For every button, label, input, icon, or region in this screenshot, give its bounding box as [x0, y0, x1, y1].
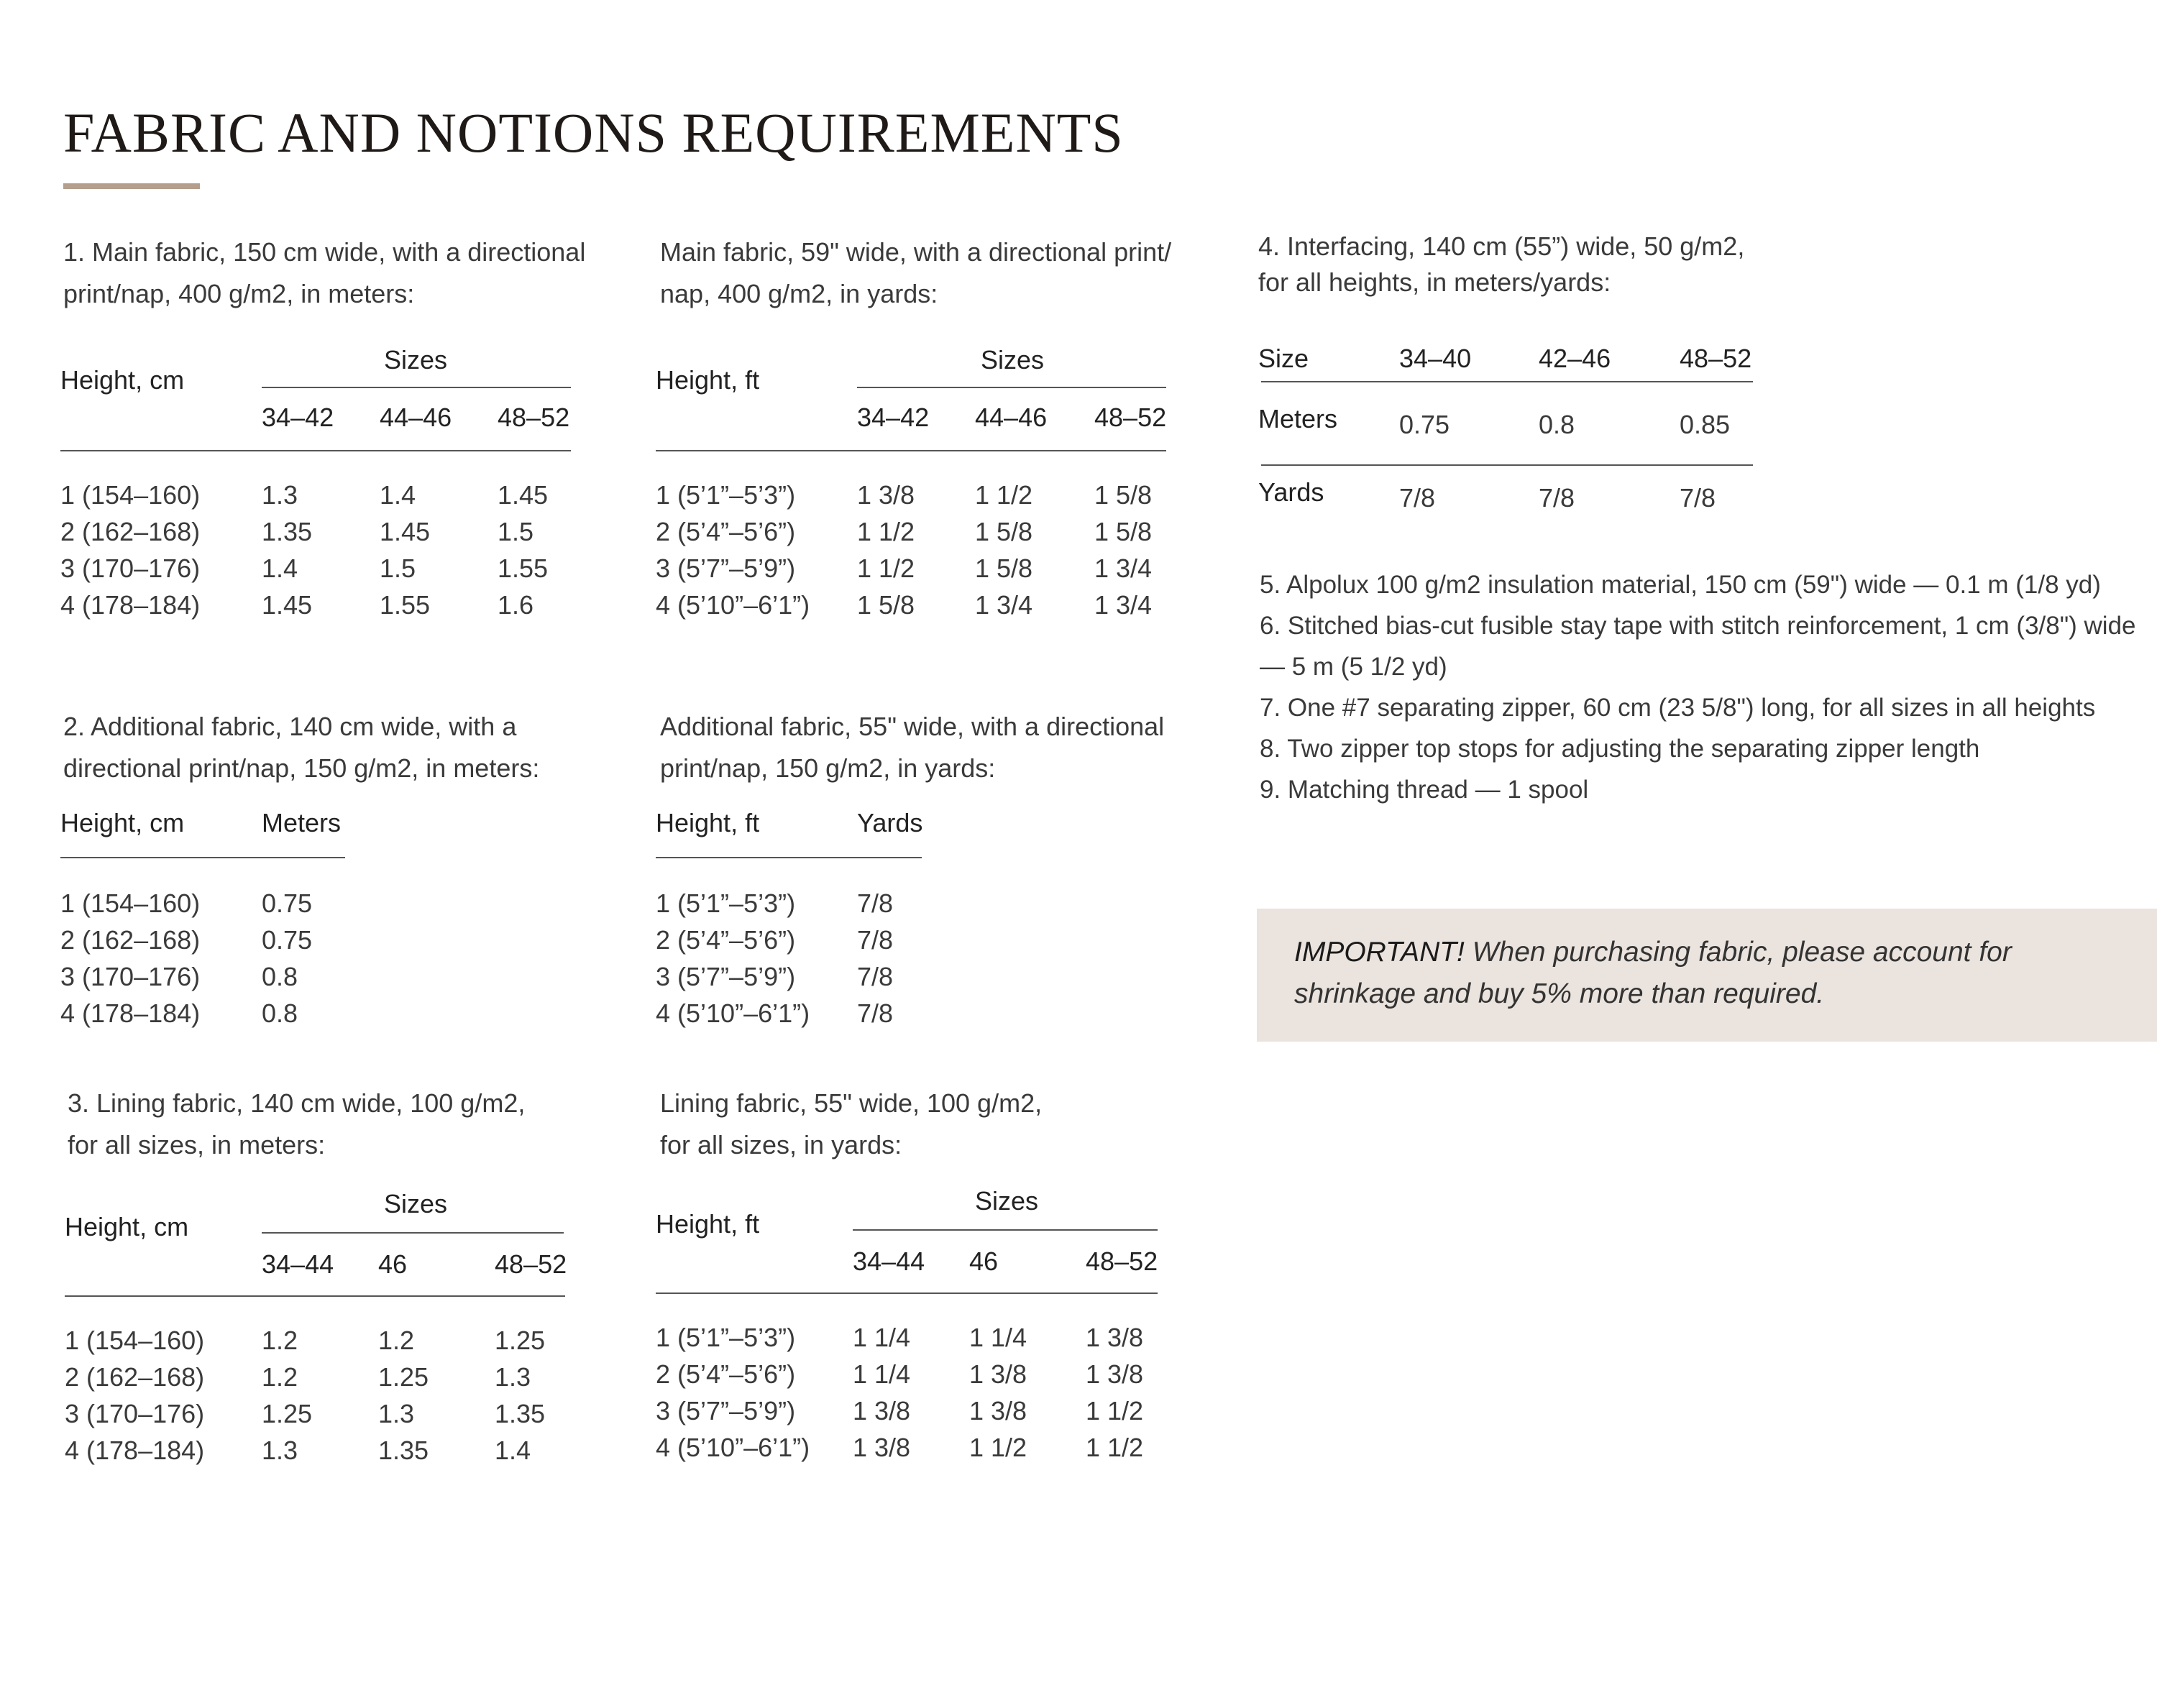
cell-value: 1 1/2: [969, 1433, 1027, 1462]
cell-value: 1.4: [495, 1436, 531, 1465]
column-header: 34–42: [857, 403, 930, 432]
cell-value: 1.25: [378, 1362, 429, 1392]
notions-list: [1260, 564, 2151, 810]
row-label: 1 (154–160): [60, 889, 201, 918]
cell-value: 1 5/8: [975, 517, 1033, 546]
cell-value: 1.2: [262, 1362, 298, 1392]
table-row: [1258, 477, 1790, 520]
table-row: [656, 554, 1173, 590]
table-body: [65, 1326, 582, 1472]
intro-line: 3. Lining fabric, 140 cm wide, 100 g/m2,: [68, 1088, 526, 1118]
header-rule: [60, 450, 571, 451]
table-row: [65, 1326, 582, 1362]
cell-value: 1.55: [380, 590, 431, 620]
row-label: 2 (5’4”–5’6”): [656, 925, 796, 955]
row-label: 4 (178–184): [65, 1436, 205, 1465]
additional-fabric-yards-section: [656, 706, 1202, 1035]
table-row: [1258, 395, 1790, 477]
callout-body: When purchasing fabric, please account for shrinkage and buy 5% more than required.: [1294, 937, 2012, 1009]
group-rule: [857, 387, 1166, 388]
cell-value: 1 1/2: [857, 554, 915, 583]
group-header: Sizes: [981, 345, 1045, 375]
cell-value: 7/8: [857, 889, 894, 918]
cell-value: 1 5/8: [857, 590, 915, 620]
table-row: [656, 1396, 1173, 1433]
row-label: 4 (5’10”–6’1”): [656, 998, 810, 1028]
row-label: 3 (5’7”–5’9”): [656, 1396, 796, 1425]
cell-value: 7/8: [1680, 483, 1716, 513]
table-body: [656, 889, 1202, 1035]
main-fabric-meters-intro: [63, 231, 586, 315]
table-header: [656, 344, 1173, 466]
cell-value: 1 3/8: [969, 1396, 1027, 1425]
column-header: 34–44: [853, 1246, 925, 1276]
cell-value: 1.2: [262, 1326, 298, 1355]
main-fabric-yards-intro: [660, 231, 1173, 315]
cell-value: 1 3/4: [975, 590, 1033, 620]
cell-value: 1 1/4: [853, 1359, 911, 1389]
intro-line: print/nap, 150 g/m2, in yards:: [660, 753, 996, 783]
cell-value: 1 5/8: [1094, 517, 1153, 546]
table-header: [656, 808, 1202, 873]
table-header: [656, 1186, 1173, 1308]
cell-value: 0.8: [1539, 410, 1575, 439]
main-fabric-yards-section: [656, 231, 1173, 627]
intro-line: nap, 400 g/m2, in yards:: [660, 279, 938, 308]
cell-value: 1 1/2: [1086, 1396, 1144, 1425]
table-body: [60, 889, 607, 1035]
table-row: [656, 1323, 1173, 1359]
column-header: Meters: [262, 808, 342, 837]
cell-value: 1.25: [495, 1326, 546, 1355]
group-rule: [262, 387, 571, 388]
title-underline: [63, 183, 200, 189]
cell-value: 7/8: [857, 962, 894, 991]
cell-value: 0.75: [262, 889, 313, 918]
table-row: [65, 1362, 582, 1399]
intro-line: Main fabric, 59" wide, with a directional print/: [660, 237, 1172, 267]
intro-line: 1. Main fabric, 150 cm wide, with a directional: [63, 237, 586, 267]
cell-value: 1 3/8: [853, 1396, 911, 1425]
cell-value: 1.6: [498, 590, 534, 620]
cell-value: 7/8: [1539, 483, 1575, 513]
column-header: 42–46: [1539, 344, 1611, 373]
cell-value: 1.35: [378, 1436, 429, 1465]
additional-fabric-meters-intro: [63, 706, 607, 789]
table-row: [65, 1399, 582, 1436]
table-header: [1258, 344, 1790, 395]
table-body: [656, 480, 1173, 627]
table-row: [656, 480, 1173, 517]
cell-value: 7/8: [1399, 483, 1436, 513]
cell-value: 1.35: [262, 517, 313, 546]
row-label: 1 (5’1”–5’3”): [656, 1323, 796, 1352]
table-row: [65, 1436, 582, 1472]
row-header: Height, cm: [60, 365, 185, 395]
additional-fabric-meters-section: [60, 706, 607, 1035]
column-header: 34–42: [262, 403, 334, 432]
table-row: [60, 998, 607, 1035]
size-header: Size: [1258, 344, 1309, 373]
row-label: Meters: [1258, 404, 1338, 433]
header-rule: [656, 450, 1166, 451]
cell-value: 0.75: [262, 925, 313, 955]
table-row: [656, 998, 1202, 1035]
cell-value: 1 3/4: [1094, 590, 1153, 620]
row-label: 4 (178–184): [60, 998, 201, 1028]
row-header: Height, ft: [656, 808, 760, 837]
cell-value: 1 1/2: [857, 517, 915, 546]
cell-value: 7/8: [857, 925, 894, 955]
interfacing-intro: [1258, 229, 1790, 300]
cell-value: 1.45: [380, 517, 431, 546]
lining-fabric-yards-intro: [660, 1083, 1173, 1166]
main-fabric-meters-section: [60, 231, 586, 627]
cell-value: 1.4: [262, 554, 298, 583]
callout-text: [1294, 932, 2121, 1015]
row-label: 2 (162–168): [60, 925, 201, 955]
cell-value: 1 3/8: [857, 480, 915, 510]
table-row: [60, 889, 607, 925]
group-rule: [262, 1232, 564, 1234]
cell-value: 1 1/4: [969, 1323, 1027, 1352]
column-header: 46: [969, 1246, 999, 1276]
cell-value: 0.75: [1399, 410, 1450, 439]
cell-value: 1 3/8: [1086, 1323, 1144, 1352]
additional-fabric-yards-intro: [660, 706, 1202, 789]
row-header: Height, ft: [656, 1209, 760, 1239]
row-label: 2 (162–168): [60, 517, 201, 546]
cell-value: 1 3/8: [969, 1359, 1027, 1389]
group-header: Sizes: [975, 1186, 1039, 1216]
header-rule: [1261, 381, 1753, 382]
group-header: Sizes: [384, 1189, 448, 1218]
intro-line: Additional fabric, 55" wide, with a directional: [660, 712, 1165, 741]
cell-value: 1.5: [498, 517, 534, 546]
cell-value: 1 5/8: [1094, 480, 1153, 510]
row-header: Height, cm: [65, 1212, 189, 1241]
table-body: [656, 1323, 1173, 1469]
cell-value: 1 3/8: [1086, 1359, 1144, 1389]
group-header: Sizes: [384, 345, 448, 375]
row-label: Yards: [1258, 477, 1324, 507]
table-row: [60, 590, 578, 627]
cell-value: 1 3/4: [1094, 554, 1153, 583]
cell-value: 1.45: [498, 480, 549, 510]
cell-value: 1.55: [498, 554, 549, 583]
row-label: 2 (5’4”–5’6”): [656, 1359, 796, 1389]
column-header: 44–46: [380, 403, 452, 432]
table-row: [60, 925, 607, 962]
table-row: [60, 480, 578, 517]
page-title: FABRIC AND NOTIONS REQUIREMENTS: [63, 101, 1124, 164]
important-callout: [1257, 909, 2157, 1042]
table-row: [656, 517, 1173, 554]
column-header: 48–52: [498, 403, 570, 432]
row-label: 1 (5’1”–5’3”): [656, 480, 796, 510]
notion-item: 9. Matching thread — 1 spool: [1260, 776, 1589, 804]
header-rule: [65, 1295, 565, 1297]
table-row: [656, 1359, 1173, 1396]
lining-fabric-meters-intro: [68, 1083, 582, 1166]
notion-item: 6. Stitched bias-cut fusible stay tape with stitch reinforcement, 1 cm (3/8") wide — 5 m (5 1/2 yd): [1260, 612, 2136, 681]
cell-value: 1 5/8: [975, 554, 1033, 583]
column-header: 34–40: [1399, 344, 1472, 373]
intro-line: for all heights, in meters/yards:: [1258, 267, 1611, 297]
notion-item: 8. Two zipper top stops for adjusting the separating zipper length: [1260, 735, 1980, 763]
cell-value: 1 1/2: [975, 480, 1033, 510]
intro-line: for all sizes, in yards:: [660, 1130, 902, 1160]
row-label: 3 (5’7”–5’9”): [656, 962, 796, 991]
intro-line: print/nap, 400 g/m2, in meters:: [63, 279, 415, 308]
cell-value: 1.4: [380, 480, 416, 510]
table-row: [656, 590, 1173, 627]
table-header: [60, 808, 607, 873]
intro-line: Lining fabric, 55" wide, 100 g/m2,: [660, 1088, 1043, 1118]
row-header: Height, ft: [656, 365, 760, 395]
lining-fabric-yards-section: [656, 1083, 1173, 1469]
table-row: [656, 925, 1202, 962]
cell-value: 1.2: [378, 1326, 415, 1355]
row-label: 3 (5’7”–5’9”): [656, 554, 796, 583]
intro-line: 4. Interfacing, 140 cm (55”) wide, 50 g/m2,: [1258, 231, 1745, 261]
cell-value: 0.85: [1680, 410, 1731, 439]
row-label: 1 (154–160): [65, 1326, 205, 1355]
cell-value: 1.5: [380, 554, 416, 583]
row-label: 3 (170–176): [60, 962, 201, 991]
row-rule: [1261, 464, 1753, 466]
cell-value: 1.3: [262, 480, 298, 510]
row-label: 3 (170–176): [65, 1399, 205, 1428]
row-label: 4 (178–184): [60, 590, 201, 620]
column-header: 48–52: [495, 1249, 567, 1279]
row-label: 3 (170–176): [60, 554, 201, 583]
cell-value: 1 3/8: [853, 1433, 911, 1462]
column-header: 44–46: [975, 403, 1048, 432]
row-label: 4 (5’10”–6’1”): [656, 590, 810, 620]
cell-value: 1.25: [262, 1399, 313, 1428]
intro-line: for all sizes, in meters:: [68, 1130, 326, 1160]
table-row: [656, 1433, 1173, 1469]
interfacing-section: [1258, 229, 1790, 520]
column-header: 48–52: [1680, 344, 1752, 373]
table-row: [656, 962, 1202, 998]
cell-value: 1 1/4: [853, 1323, 911, 1352]
cell-value: 0.8: [262, 962, 298, 991]
table-row: [656, 889, 1202, 925]
notion-item: 5. Alpolux 100 g/m2 insulation material, 150 cm (59") wide — 0.1 m (1/8 yd): [1260, 571, 2101, 599]
cell-value: 1 1/2: [1086, 1433, 1144, 1462]
row-label: 1 (154–160): [60, 480, 201, 510]
table-row: [60, 962, 607, 998]
column-header: 48–52: [1094, 403, 1167, 432]
header-rule: [60, 857, 345, 858]
cell-value: 1.3: [495, 1362, 531, 1392]
table-row: [60, 554, 578, 590]
cell-value: 0.8: [262, 998, 298, 1028]
cell-value: 1.35: [495, 1399, 546, 1428]
column-header: 46: [378, 1249, 408, 1279]
cell-value: 7/8: [857, 998, 894, 1028]
table-body: [60, 480, 578, 627]
cell-value: 1.3: [378, 1399, 415, 1428]
cell-value: 1.45: [262, 590, 313, 620]
table-header: [60, 344, 578, 466]
intro-line: directional print/nap, 150 g/m2, in meters:: [63, 753, 540, 783]
notion-item: 7. One #7 separating zipper, 60 cm (23 5/8") long, for all sizes in all heights: [1260, 694, 2096, 722]
lining-fabric-meters-section: [65, 1083, 582, 1472]
callout-lead: IMPORTANT!: [1294, 937, 1465, 968]
table-row: [60, 517, 578, 554]
row-label: 2 (162–168): [65, 1362, 205, 1392]
group-rule: [853, 1229, 1158, 1231]
column-header: 48–52: [1086, 1246, 1158, 1276]
column-header: Yards: [857, 808, 923, 837]
table-header: [65, 1189, 582, 1311]
row-header: Height, cm: [60, 808, 185, 837]
intro-line: 2. Additional fabric, 140 cm wide, with a: [63, 712, 517, 741]
row-label: 2 (5’4”–5’6”): [656, 517, 796, 546]
header-rule: [656, 1293, 1158, 1294]
header-rule: [656, 857, 922, 858]
cell-value: 1.3: [262, 1436, 298, 1465]
row-label: 1 (5’1”–5’3”): [656, 889, 796, 918]
row-label: 4 (5’10”–6’1”): [656, 1433, 810, 1462]
column-header: 34–44: [262, 1249, 334, 1279]
